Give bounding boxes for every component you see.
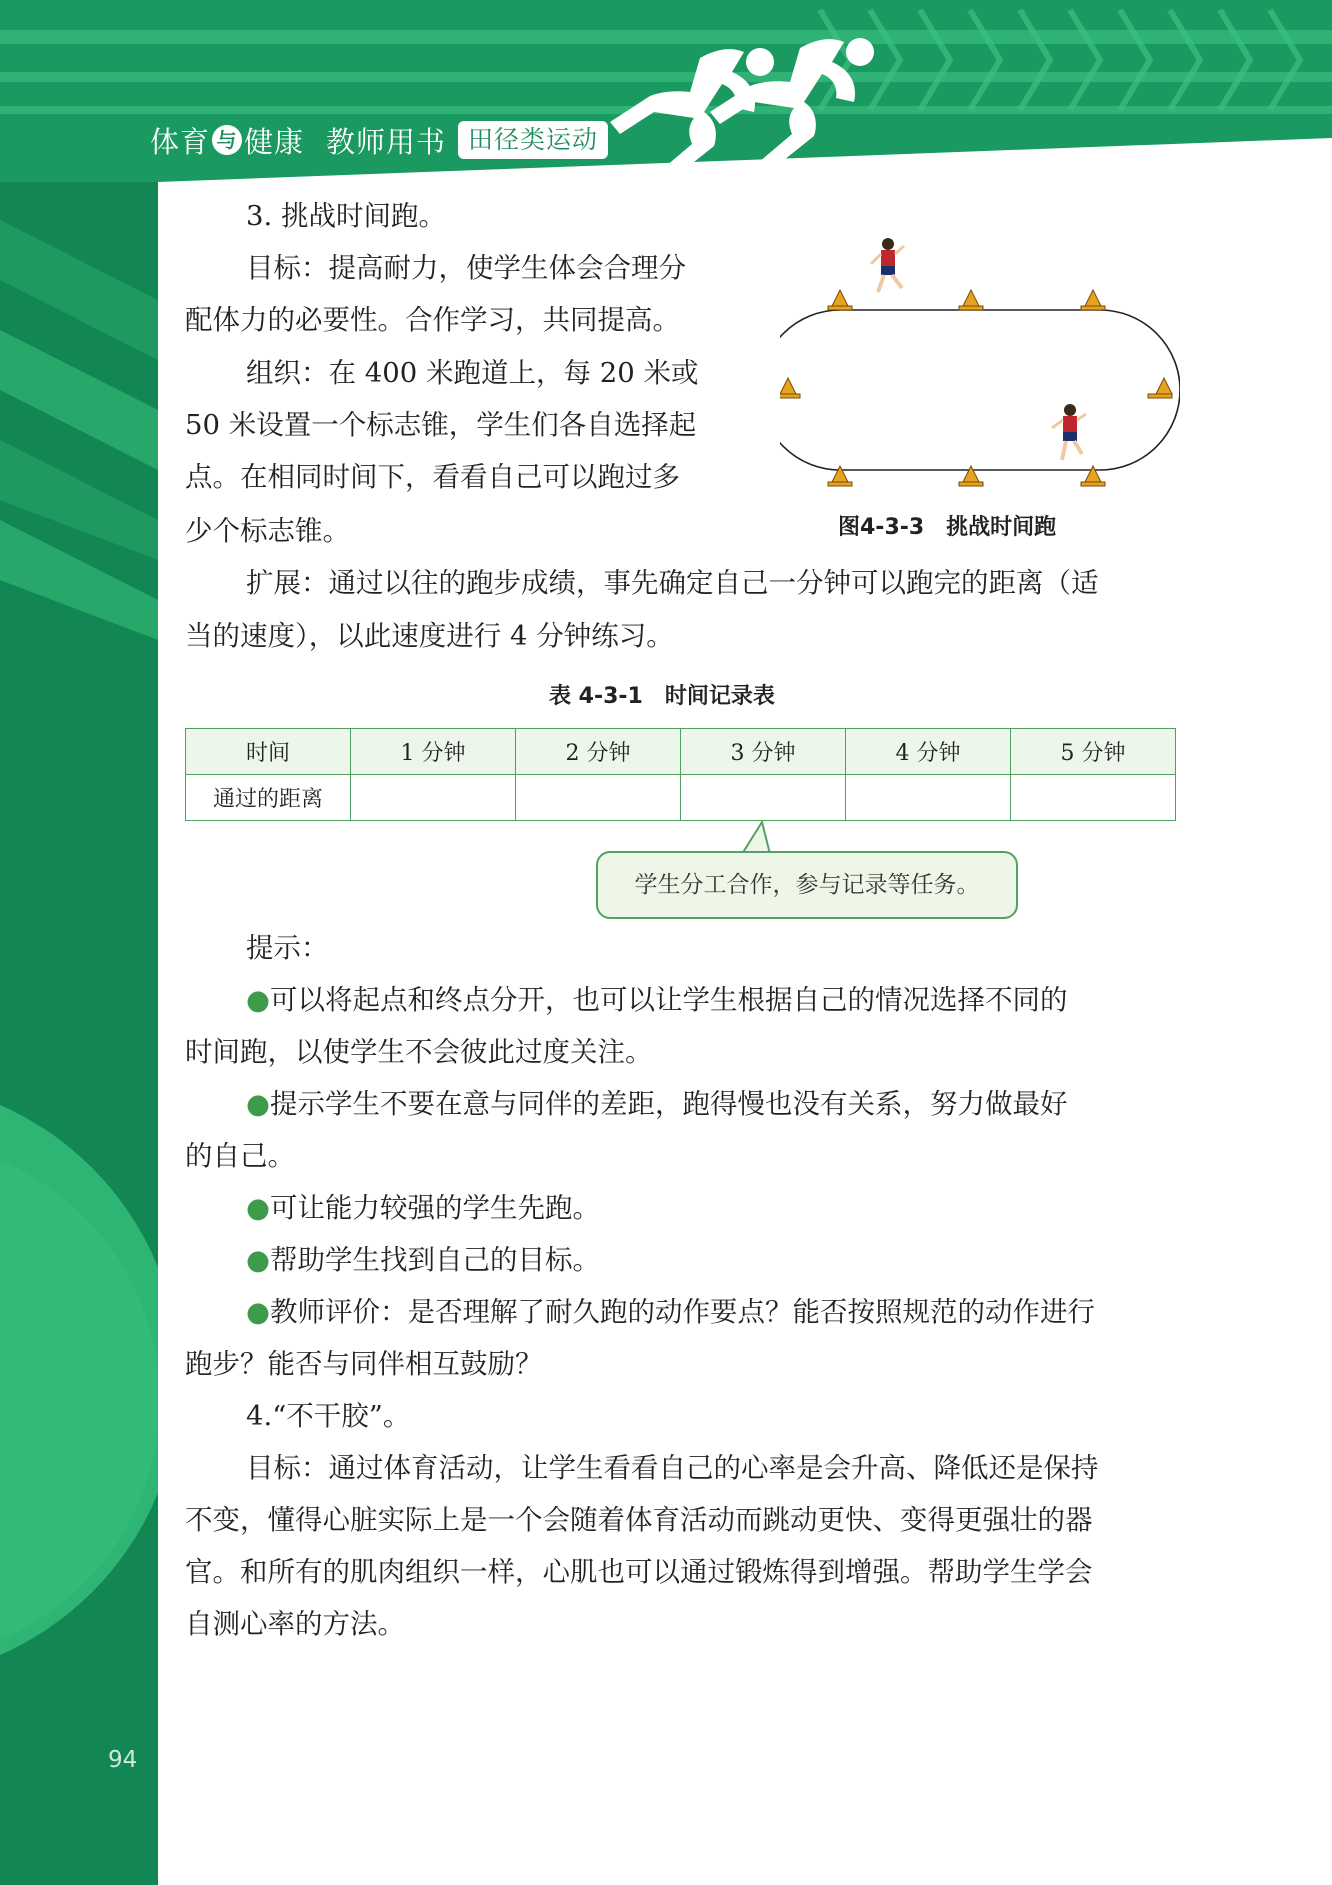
track-diagram — [780, 236, 1180, 536]
tip2-line2: 的自己。 — [185, 1140, 295, 1172]
activity3-goal-line1: 目标：提高耐力，使学生体会合理分 — [246, 252, 686, 284]
activity4-heading: 4.“不干胶”。 — [246, 1400, 411, 1432]
table-cell — [1011, 775, 1176, 821]
tip2-line1: ●提示学生不要在意与同伴的差距，跑得慢也没有关系，努力做最好 — [246, 1088, 1068, 1120]
page-number: 94 — [108, 1747, 138, 1773]
table-cell — [351, 775, 516, 821]
runner-top — [871, 238, 904, 292]
activity3-org-line3: 点。在相同时间下，看看自己可以跑过多 — [185, 461, 680, 493]
table-header-cell: 2 分钟 — [516, 729, 681, 775]
bubble-pointer — [740, 820, 780, 854]
table-header-cell: 1 分钟 — [351, 729, 516, 775]
activity3-org-line2: 50 米设置一个标志锥，学生们各自选择起 — [185, 409, 697, 441]
activity4-goal-line2: 不变，懂得心脏实际上是一个会随着体育活动而跳动更快、变得更强壮的器 — [185, 1504, 1093, 1536]
tip1-line1: ●可以将起点和终点分开，也可以让学生根据自己的情况选择不同的 — [246, 984, 1068, 1016]
header-title-part2: 健康 — [244, 124, 305, 159]
tip4: ●帮助学生找到自己的目标。 — [246, 1244, 600, 1276]
table-header-cell: 4 分钟 — [846, 729, 1011, 775]
section-tag: 田径类运动 — [458, 121, 608, 159]
activity3-ext-line1: 扩展：通过以往的跑步成绩，事先确定自己一分钟可以跑完的距离（适 — [246, 567, 1099, 599]
bullet-dot-icon: ● — [246, 1296, 270, 1328]
table-row-label: 通过的距离 — [186, 775, 351, 821]
bullet-dot-icon: ● — [246, 1192, 270, 1224]
activity3-heading: 3. 挑战时间跑。 — [246, 200, 446, 232]
activity4-goal-line3: 官。和所有的肌肉组织一样，心肌也可以通过锻炼得到增强。帮助学生学会 — [185, 1556, 1093, 1588]
time-record-table — [185, 728, 1176, 821]
track-oval — [780, 310, 1180, 470]
tip5-line2: 跑步？能否与同伴相互鼓励？ — [185, 1348, 543, 1380]
activity3-ext-line2: 当的速度），以此速度进行 4 分钟练习。 — [185, 620, 674, 652]
table-header-cell: 时间 — [186, 729, 351, 775]
figure-caption: 图4-3-3 挑战时间跑 — [838, 515, 1057, 540]
table-cell — [516, 775, 681, 821]
bullet-dot-icon: ● — [246, 984, 270, 1016]
runner-right — [1052, 404, 1086, 460]
bullet-dot-icon: ● — [246, 1088, 270, 1120]
tip3: ●可让能力较强的学生先跑。 — [246, 1192, 600, 1224]
activity4-goal-line4: 自测心率的方法。 — [185, 1608, 405, 1640]
bullet-dot-icon: ● — [246, 1244, 270, 1276]
activity3-org-line1: 组织：在 400 米跑道上，每 20 米或 — [246, 357, 699, 389]
table-cell — [846, 775, 1011, 821]
tip5-line1: ●教师评价：是否理解了耐久跑的动作要点？能否按照规范的动作进行 — [246, 1296, 1095, 1328]
tips-heading: 提示： — [246, 932, 329, 964]
header-title-part1: 体育 — [150, 124, 211, 159]
activity4-goal-line1: 目标：通过体育活动，让学生看看自己的心率是会升高、降低还是保持 — [246, 1452, 1099, 1484]
table-caption: 表 4-3-1 时间记录表 — [549, 684, 775, 709]
table-header-cell: 3 分钟 — [681, 729, 846, 775]
activity3-goal-line2: 配体力的必要性。合作学习，共同提高。 — [185, 304, 680, 336]
activity3-org-line4: 少个标志锥。 — [185, 515, 350, 547]
running-header — [150, 118, 608, 162]
header-book-title: 教师用书 — [326, 124, 447, 159]
table-header-cell: 5 分钟 — [1011, 729, 1176, 775]
table-cell — [681, 775, 846, 821]
table-header-row — [186, 729, 1176, 775]
tip1-line2: 时间跑，以使学生不会彼此过度关注。 — [185, 1036, 653, 1068]
header-title-yu: 与 — [212, 125, 242, 155]
speech-bubble-note: 学生分工合作，参与记录等任务。 — [596, 851, 1018, 919]
marker-cones — [780, 290, 1172, 486]
table-row — [186, 775, 1176, 821]
